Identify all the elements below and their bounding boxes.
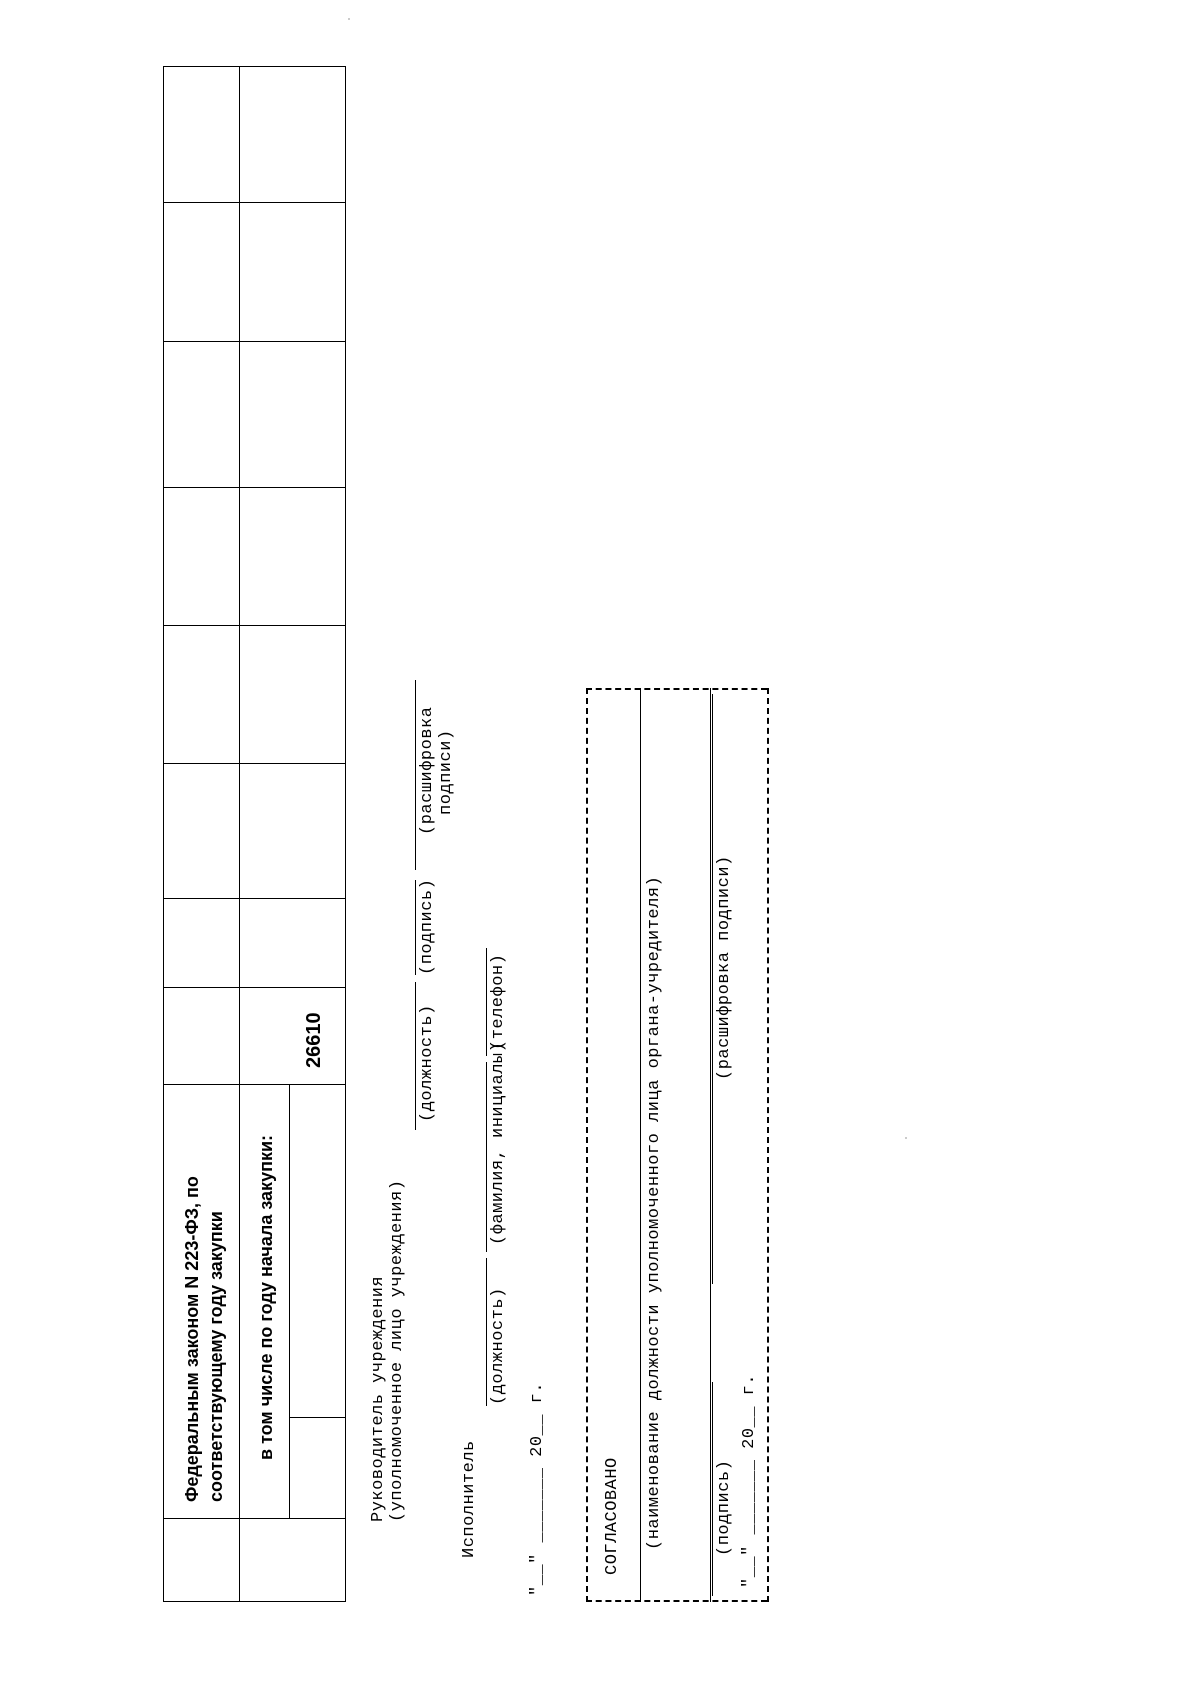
scan-speck [905, 1137, 907, 1139]
sub-row-label: в том числе по году начала закупки: [256, 1134, 276, 1460]
table-line-top [163, 66, 346, 67]
approval-border-bottom [586, 1600, 767, 1602]
table-line-r2 [163, 341, 346, 342]
table-line-r3 [163, 487, 346, 488]
executor-name-caption: (фамилия, инициалы) [489, 1041, 508, 1245]
table-line-r6 [163, 898, 346, 899]
approval-date-line: "__" _______ 20__ г. [740, 1373, 759, 1588]
table-line-r10 [163, 1518, 346, 1519]
executor-name-line [486, 1062, 487, 1252]
head-signature-caption: (подпись) [418, 878, 437, 975]
head-position-caption: (должность) [418, 1004, 437, 1122]
table-line-bottom [163, 1601, 346, 1602]
table-line-col2 [289, 1084, 290, 1518]
row-label-line2: соответствующему году закупки [206, 1211, 226, 1502]
table-line-r4 [163, 625, 346, 626]
approval-border-left [586, 688, 588, 1602]
executor-phone-line [486, 948, 487, 1056]
approval-border-right [767, 688, 769, 1602]
scan-speck [348, 18, 350, 20]
head-label: Руководитель учреждения [369, 1275, 388, 1522]
table-line-r9 [289, 1417, 346, 1418]
head-decoding-caption2: подписи) [437, 729, 456, 815]
approval-decoding-caption: (расшифровка подписи) [715, 855, 734, 1080]
approval-signature-caption: (подпись) [715, 1459, 734, 1556]
table-line-r8 [163, 1084, 346, 1085]
table-line-r5 [163, 763, 346, 764]
table-value: 26610 [303, 1012, 325, 1068]
row-label-line1: Федеральным законом N 223-ФЗ, по [182, 1176, 202, 1502]
date-line: "__" _______ 20__ г. [528, 1381, 547, 1596]
head-sublabel: (уполномоченное лицо учреждения) [388, 1179, 407, 1522]
approval-authority-caption: (наименование должности уполномоченного лица органа-учредителя) [645, 875, 664, 1550]
table-border-right [345, 66, 346, 1602]
approval-decoding-line [712, 694, 713, 1284]
approval-border-top [586, 688, 767, 690]
approval-signature-line [712, 1382, 713, 1596]
approval-title: СОГЛАСОВАНО [603, 1457, 622, 1575]
head-decoding-line [415, 680, 416, 870]
executor-position-line [486, 1258, 487, 1406]
head-decoding-caption: (расшифровка [418, 706, 437, 835]
executor-phone-caption: (телефон) [489, 953, 508, 1050]
executor-label: Исполнитель [460, 1440, 479, 1558]
head-position-line [415, 982, 416, 1130]
table-line-r7 [163, 987, 346, 988]
executor-position-caption: (должность) [489, 1287, 508, 1405]
head-signature-line [415, 880, 416, 975]
approval-authority-line [640, 688, 641, 1602]
table-line-col1 [239, 66, 240, 1602]
table-line-r1 [163, 202, 346, 203]
table-border-left [163, 66, 164, 1602]
